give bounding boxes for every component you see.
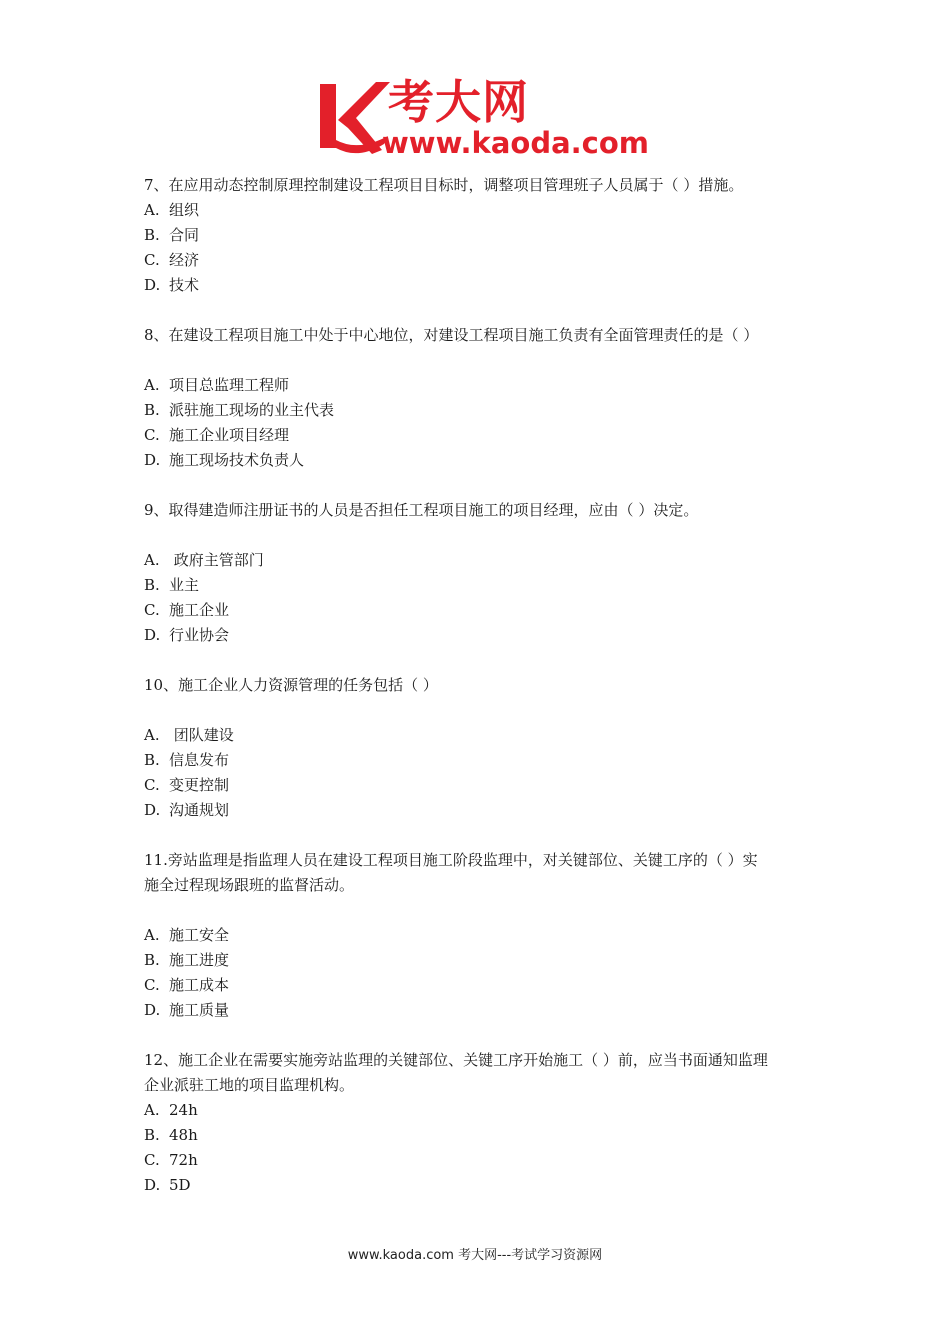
option-letter: D. [144,1001,161,1019]
option-letter: C. [144,776,160,794]
kaoda-logo [318,75,649,162]
option-letter: A. [144,551,160,569]
answer-option [144,423,814,448]
option-letter: C. [144,426,160,444]
answer-option [144,248,814,273]
spacer [144,473,814,498]
spacer [144,348,814,373]
option-text: 信息发布 [169,751,230,769]
answer-option [144,1098,814,1123]
page-footer: www.kaoda.com 考大网---考试学习资源网 [347,1248,603,1263]
logo-url-text: www.kaoda.com [382,126,649,160]
question-stem-line: 7、在应用动态控制原理控制建设工程项目目标时，调整项目管理班子人员属于（ ）措施。 [144,176,744,194]
answer-option [144,223,814,248]
option-text: 业主 [169,576,200,594]
answer-option [144,598,814,623]
answer-option [144,948,814,973]
spacer [144,823,814,848]
option-text: 施工进度 [169,951,230,969]
option-text: 24h [169,1101,198,1119]
option-letter: A. [144,201,160,219]
answer-option [144,573,814,598]
question-block [144,173,814,323]
answer-option [144,623,814,648]
option-letter: B. [144,751,160,769]
option-text: 变更控制 [169,776,230,794]
question-stem-line: 9、取得建造师注册证书的人员是否担任工程项目施工的项目经理，应由（ ）决定。 [144,501,699,519]
option-text: 合同 [169,226,200,244]
question-block [144,1048,814,1198]
option-letter: D. [144,626,161,644]
question-stem-line: 11.旁站监理是指监理人员在建设工程项目施工阶段监理中，对关键部位、关键工序的（ ）实 [144,851,758,869]
answer-option [144,723,814,748]
option-text: 技术 [169,276,200,294]
option-text: 施工企业项目经理 [169,426,290,444]
question-stem-line: 10、施工企业人力资源管理的任务包括（ ） [144,676,438,694]
spacer [144,1023,814,1048]
option-text: 行业协会 [169,626,230,644]
question-block [144,323,814,498]
question-block [144,673,814,848]
question-list [144,173,814,1198]
question-stem-line: 8、在建设工程项目施工中处于中心地位，对建设工程项目施工负责有全面管理责任的是（ ） [144,326,759,344]
answer-option [144,373,814,398]
option-text: 48h [169,1126,198,1144]
spacer [144,298,814,323]
question-stem-line: 12、施工企业在需要实施旁站监理的关键部位、关键工序开始施工（ ）前，应当书面通知监理 [144,1051,768,1069]
option-letter: B. [144,401,160,419]
answer-option [144,1123,814,1148]
option-text: 政府主管部门 [169,551,264,569]
option-text: 沟通规划 [169,801,230,819]
option-letter: D. [144,451,161,469]
answer-option [144,1148,814,1173]
option-letter: A. [144,376,160,394]
option-text: 组织 [169,201,200,219]
option-letter: C. [144,976,160,994]
option-text: 施工成本 [169,976,230,994]
option-letter: C. [144,251,160,269]
answer-option [144,748,814,773]
answer-option [144,773,814,798]
option-letter: B. [144,1126,160,1144]
option-letter: A. [144,926,160,944]
answer-option [144,973,814,998]
question-stem-line: 企业派驻工地的项目监理机构。 [144,1076,355,1094]
option-text: 施工安全 [169,926,230,944]
option-letter: D. [144,276,161,294]
answer-option [144,923,814,948]
option-text: 5D [169,1176,191,1194]
answer-option [144,398,814,423]
answer-option [144,548,814,573]
option-text: 项目总监理工程师 [169,376,290,394]
option-letter: B. [144,226,160,244]
option-letter: B. [144,951,160,969]
spacer [144,648,814,673]
option-text: 团队建设 [169,726,234,744]
option-text: 施工质量 [169,1001,230,1019]
option-letter: D. [144,1176,161,1194]
option-text: 施工现场技术负责人 [169,451,305,469]
question-block [144,498,814,673]
answer-option [144,998,814,1023]
option-text: 经济 [169,251,200,269]
option-letter: C. [144,1151,160,1169]
answer-option [144,448,814,473]
question-stem-line: 施全过程现场跟班的监督活动。 [144,876,355,894]
option-letter: D. [144,801,161,819]
option-letter: A. [144,726,160,744]
spacer [144,898,814,923]
option-letter: B. [144,576,160,594]
answer-option [144,198,814,223]
option-letter: C. [144,601,160,619]
option-letter: A. [144,1101,160,1119]
answer-option [144,798,814,823]
logo-chinese-title: 考大网 [388,75,529,129]
spacer [144,698,814,723]
option-text: 派驻施工现场的业主代表 [169,401,335,419]
option-text: 施工企业 [169,601,230,619]
option-text: 72h [169,1151,198,1169]
answer-option [144,1173,814,1198]
k-logo-icon [318,80,390,154]
spacer [144,523,814,548]
answer-option [144,273,814,298]
question-block [144,848,814,1048]
